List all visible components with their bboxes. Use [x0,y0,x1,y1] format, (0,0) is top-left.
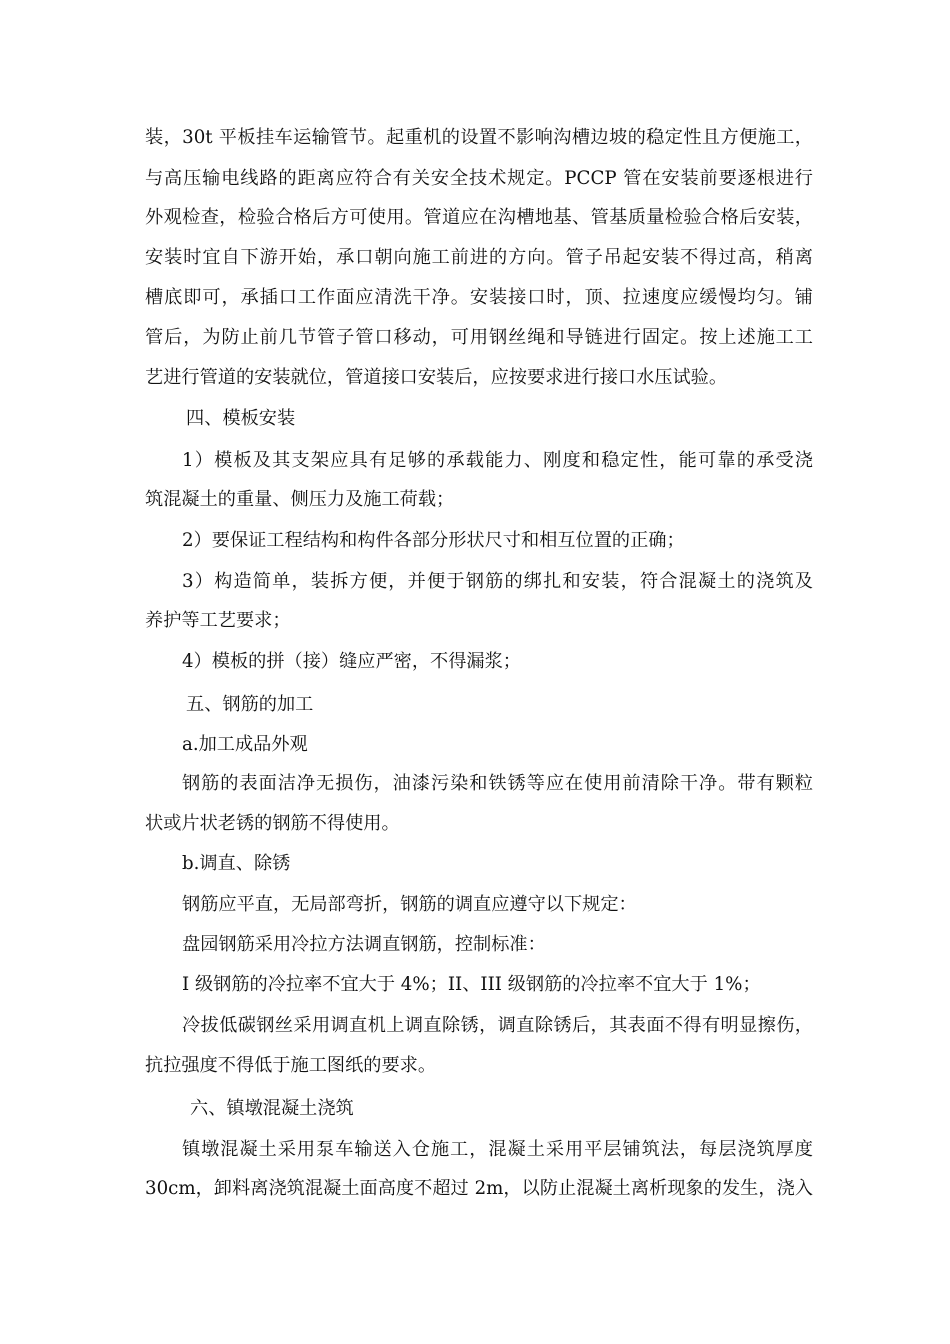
paragraph-line: 冷拔低碳钢丝采用调直机上调直除锈，调直除锈后，其表面不得有明显擦伤， [182,1015,813,1036]
paragraph-line: 槽底即可，承插口工作面应清洗干净。安装接口时，顶、拉速度应缓慢均匀。铺 [145,287,813,308]
paragraph-line: 镇墩混凝土采用泵车输送入仓施工，混凝土采用平层铺筑法，每层浇筑厚度 [182,1139,813,1160]
list-item: 3）构造简单，装拆方便，并便于钢筋的绑扎和安装，符合混凝土的浇筑及 [182,571,813,592]
list-item: 1）模板及其支架应具有足够的承载能力、刚度和稳定性，能可靠的承受浇 [182,450,813,471]
paragraph-line: 盘园钢筋采用冷拉方法调直钢筋，控制标准： [182,934,546,955]
paragraph-line: 钢筋应平直，无局部弯折，钢筋的调直应遵守以下规定： [182,894,637,915]
paragraph-line: 安装时宜自下游开始，承口朝向施工前进的方向。管子吊起安装不得过高，稍离 [145,247,813,268]
paragraph-line: 外观检查，检验合格后方可使用。管道应在沟槽地基、管基质量检验合格后安装， [145,207,813,228]
paragraph-line: 与高压输电线路的距离应符合有关安全技术规定。PCCP 管在安装前要逐根进行 [145,168,813,189]
paragraph-line: 艺进行管道的安装就位，管道接口安装后，应按要求进行接口水压试验。 [145,367,728,388]
paragraph-line: 30cm，卸料离浇筑混凝土面高度不超过 2m，以防止混凝土离析现象的发生，浇入 [145,1178,813,1199]
section-heading: 六、镇墩混凝土浇筑 [190,1098,354,1119]
paragraph-line: 装，30t 平板挂车运输管节。起重机的设置不影响沟槽边坡的稳定性且方便施工， [145,127,813,148]
paragraph-line: 养护等工艺要求； [145,610,291,631]
paragraph-line: 状或片状老锈的钢筋不得使用。 [145,813,400,834]
paragraph-line: I 级钢筋的冷拉率不宜大于 4%；II、III 级钢筋的冷拉率不宜大于 1%； [182,974,761,995]
paragraph-line: 抗拉强度不得低于施工图纸的要求。 [145,1055,437,1076]
subheading: b.调直、除锈 [182,853,291,874]
section-heading: 五、钢筋的加工 [186,694,314,715]
list-item: 4）模板的拼（接）缝应严密，不得漏浆； [182,651,521,672]
paragraph-line: 钢筋的表面洁净无损伤，油漆污染和铁锈等应在使用前清除干净。带有颗粒 [182,773,813,794]
paragraph-line: 筑混凝土的重量、侧压力及施工荷载； [145,489,455,510]
list-item: 2）要保证工程结构和构件各部分形状尺寸和相互位置的正确； [182,530,685,551]
paragraph-line: 管后，为防止前几节管子管口移动，可用钢丝绳和导链进行固定。按上述施工工 [145,327,813,348]
section-heading: 四、模板安装 [186,408,296,429]
subheading: a.加工成品外观 [182,734,308,755]
